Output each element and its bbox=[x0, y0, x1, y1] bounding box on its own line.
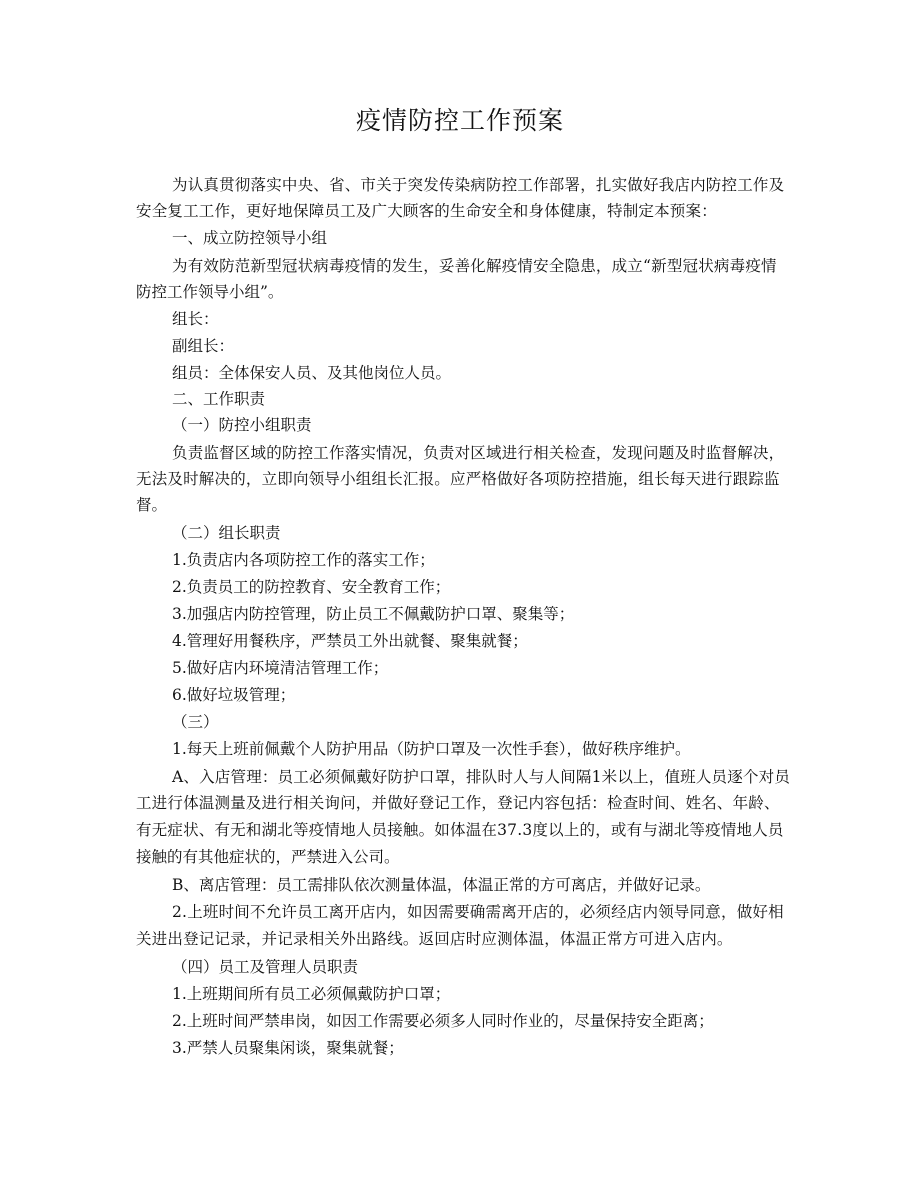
text-line: 组长： bbox=[172, 310, 219, 328]
text-line: 为有效防范新型冠状病毒疫情的发生，妥善化解疫情安全隐患，成立“新型冠状病毒疫情 bbox=[172, 257, 777, 275]
text-line: 2.上班时间不允许员工离开店内，如因需要确需离开店的，必须经店内领导同意，做好相 bbox=[172, 903, 784, 921]
text-line: 二、工作职责 bbox=[172, 390, 266, 408]
text-line: 3.严禁人员聚集闲谈，聚集就餐； bbox=[172, 1039, 404, 1057]
document-title: 疫情防控工作预案 bbox=[355, 106, 564, 135]
text-line: 接触的有其他症状的，严禁进入公司。 bbox=[136, 848, 400, 866]
text-line: 3.加强店内防控管理，防止员工不佩戴防护口罩、聚集等； bbox=[172, 605, 575, 623]
text-line: （三） bbox=[172, 713, 219, 731]
text-line: 1.负责店内各项防控工作的落实工作； bbox=[172, 551, 435, 569]
text-line: 2.上班时间严禁串岗，如因工作需要必须多人同时作业的，尽量保持安全距离； bbox=[172, 1012, 714, 1030]
text-line: （二）组长职责 bbox=[172, 524, 281, 542]
text-line: 督。 bbox=[136, 496, 168, 514]
text-line: 工进行体温测量及进行相关询问，并做好登记工作，登记内容包括：检查时间、姓名、年龄、 bbox=[136, 794, 780, 812]
text-line: （一）防控小组职责 bbox=[172, 416, 312, 434]
text-line: 4.管理好用餐秩序，严禁员工外出就餐、聚集就餐； bbox=[172, 632, 528, 650]
text-line: A、入店管理：员工必须佩戴好防护口罩，排队时人与人间隔1米以上，值班人员逐个对员 bbox=[172, 768, 791, 786]
text-line: 组员：全体保安人员、及其他岗位人员。 bbox=[172, 364, 452, 382]
text-line: 副组长： bbox=[172, 337, 235, 355]
text-line: 负责监督区域的防控工作落实情况，负责对区域进行相关检查，发现问题及时监督解决， bbox=[172, 444, 785, 462]
text-line: 1.上班期间所有员工必须佩戴防护口罩； bbox=[172, 985, 451, 1003]
text-line: 防控工作领导小组”。 bbox=[136, 283, 284, 301]
text-line: 6.做好垃圾管理； bbox=[172, 686, 296, 704]
text-line: 1.每天上班前佩戴个人防护用品（防护口罩及一次性手套），做好秩序维护。 bbox=[172, 740, 691, 758]
text-line: 为认真贯彻落实中央、省、市关于突发传染病防控工作部署，扎实做好我店内防控工作及 bbox=[172, 176, 785, 194]
text-line: 2.负责员工的防控教育、安全教育工作； bbox=[172, 578, 451, 596]
text-line: 5.做好店内环境清洁管理工作； bbox=[172, 659, 389, 677]
text-line: 一、成立防控领导小组 bbox=[172, 229, 328, 247]
text-line: B、离店管理：员工需排队依次测量体温，体温正常的方可离店，并做好记录。 bbox=[172, 876, 711, 894]
text-line: （四）员工及管理人员职责 bbox=[172, 958, 359, 976]
text-line: 关进出登记记录，并记录相关外出路线。返回店时应测体温，体温正常方可进入店内。 bbox=[136, 930, 733, 948]
text-line: 有无症状、有无和湖北等疫情地人员接触。如体温在37.3度以上的，或有与湖北等疫情地人员 bbox=[136, 821, 784, 839]
text-line: 安全复工工作，更好地保障员工及广大顾客的生命安全和身体健康，特制定本预案： bbox=[136, 202, 717, 220]
text-line: 无法及时解决的，立即向领导小组组长汇报。应严格做好各项防控措施，组长每天进行跟踪监 bbox=[136, 470, 780, 488]
